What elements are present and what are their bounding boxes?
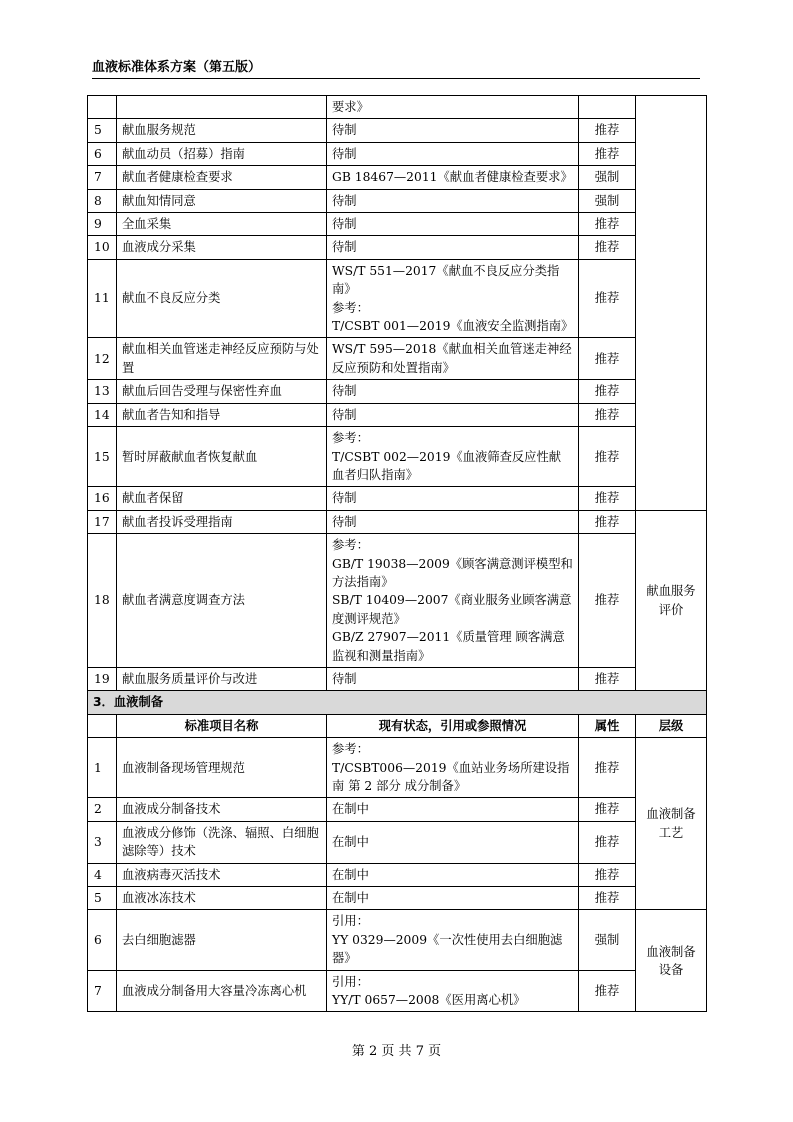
- row-number: 6: [88, 142, 117, 165]
- table-row: [88, 236, 707, 259]
- col-header-status: 现有状态，引用或参照情况: [327, 714, 579, 737]
- col-header-attribute: 属性: [579, 714, 636, 737]
- table-row: [88, 910, 707, 970]
- row-number: 7: [88, 970, 117, 1012]
- standard-name: 献血者保留: [117, 487, 327, 510]
- standard-name: 献血动员（招募）指南: [117, 142, 327, 165]
- row-number: 6: [88, 910, 117, 970]
- attribute-cell: 强制: [579, 910, 636, 970]
- table-row: [88, 667, 707, 690]
- status-reference: 参考： T/CSBT 002—2019《血液筛查反应性献血者归队指南》: [327, 427, 579, 487]
- attribute-cell: 推荐: [579, 236, 636, 259]
- status-reference: 待制: [327, 119, 579, 142]
- table-row: [88, 738, 707, 798]
- status-reference: 引用： YY/T 0657—2008《医用离心机》: [327, 970, 579, 1012]
- table-row: [88, 534, 707, 668]
- row-number: 9: [88, 213, 117, 236]
- attribute-cell: 推荐: [579, 863, 636, 886]
- status-reference: 待制: [327, 213, 579, 236]
- status-reference: 引用： YY 0329—2009《一次性使用去白细胞滤器》: [327, 910, 579, 970]
- standard-name: 去白细胞滤器: [117, 910, 327, 970]
- standard-name: 血液制备现场管理规范: [117, 738, 327, 798]
- attribute-cell: 推荐: [579, 259, 636, 338]
- status-reference: 在制中: [327, 798, 579, 821]
- attribute-cell: 推荐: [579, 970, 636, 1012]
- table-row: [88, 403, 707, 426]
- status-reference: 待制: [327, 380, 579, 403]
- status-reference: 待制: [327, 403, 579, 426]
- standard-name: 血液成分制备技术: [117, 798, 327, 821]
- row-number: 18: [88, 534, 117, 668]
- row-number: 2: [88, 798, 117, 821]
- status-reference: 待制: [327, 487, 579, 510]
- status-reference: 待制: [327, 142, 579, 165]
- attribute-cell: 推荐: [579, 142, 636, 165]
- attribute-cell: 推荐: [579, 213, 636, 236]
- table-row: [88, 798, 707, 821]
- standards-table: [87, 95, 707, 1012]
- status-reference: 在制中: [327, 887, 579, 910]
- status-reference: 在制中: [327, 863, 579, 886]
- section-heading-row: [88, 691, 707, 714]
- standard-name: 献血后回告受理与保密性弃血: [117, 380, 327, 403]
- attribute-cell: 强制: [579, 189, 636, 212]
- row-number: 15: [88, 427, 117, 487]
- col-header-level: 层级: [636, 714, 707, 737]
- standard-name: 全血采集: [117, 213, 327, 236]
- level-cell: 献血服务 评价: [636, 510, 707, 691]
- attribute-cell: 推荐: [579, 380, 636, 403]
- attribute-cell: [579, 96, 636, 119]
- attribute-cell: 推荐: [579, 510, 636, 533]
- standard-name: 献血知情同意: [117, 189, 327, 212]
- standard-name: 献血者满意度调查方法: [117, 534, 327, 668]
- attribute-cell: 推荐: [579, 738, 636, 798]
- level-cell: 血液制备 设备: [636, 910, 707, 1012]
- table-row: [88, 166, 707, 189]
- table-row: [88, 863, 707, 886]
- row-number: 3: [88, 821, 117, 863]
- attribute-cell: 推荐: [579, 534, 636, 668]
- status-reference: 待制: [327, 236, 579, 259]
- table-row: [88, 119, 707, 142]
- standard-name: 血液成分采集: [117, 236, 327, 259]
- standard-name: 献血相关血管迷走神经反应预防与处置: [117, 338, 327, 380]
- standard-name: 献血不良反应分类: [117, 259, 327, 338]
- attribute-cell: 推荐: [579, 798, 636, 821]
- status-reference: GB 18467—2011《献血者健康检查要求》: [327, 166, 579, 189]
- level-cell: 血液制备 工艺: [636, 738, 707, 910]
- status-reference: 待制: [327, 510, 579, 533]
- header-divider: [92, 78, 700, 79]
- standard-name: 献血者健康检查要求: [117, 166, 327, 189]
- standard-name: 血液病毒灭活技术: [117, 863, 327, 886]
- table-row: [88, 96, 707, 119]
- standard-name: 献血者投诉受理指南: [117, 510, 327, 533]
- table-row: [88, 487, 707, 510]
- table-row: [88, 338, 707, 380]
- row-number: 12: [88, 338, 117, 380]
- row-number: 1: [88, 738, 117, 798]
- row-number: 16: [88, 487, 117, 510]
- level-cell: [636, 96, 707, 511]
- standard-name: 暂时屏蔽献血者恢复献血: [117, 427, 327, 487]
- status-reference: 在制中: [327, 821, 579, 863]
- table-row: [88, 189, 707, 212]
- row-number: 5: [88, 119, 117, 142]
- standards-table-body: [88, 96, 707, 1012]
- col-header-number: [88, 714, 117, 737]
- standard-name: 血液冰冻技术: [117, 887, 327, 910]
- col-header-name: 标准项目名称: [117, 714, 327, 737]
- attribute-cell: 推荐: [579, 487, 636, 510]
- attribute-cell: 强制: [579, 166, 636, 189]
- status-reference: WS/T 551—2017《献血不良反应分类指南》 参考： T/CSBT 001—2019《血液安全监测指南》: [327, 259, 579, 338]
- standard-name: 血液成分制备用大容量冷冻离心机: [117, 970, 327, 1012]
- attribute-cell: 推荐: [579, 403, 636, 426]
- attribute-cell: 推荐: [579, 338, 636, 380]
- table-row: [88, 380, 707, 403]
- table-row: [88, 970, 707, 1012]
- status-reference: WS/T 595—2018《献血相关血管迷走神经反应预防和处置指南》: [327, 338, 579, 380]
- section-title: 3．血液制备: [88, 691, 707, 714]
- table-row: [88, 142, 707, 165]
- status-reference: 参考： T/CSBT006—2019《血站业务场所建设指南 第 2 部分 成分制备》: [327, 738, 579, 798]
- table-row: [88, 821, 707, 863]
- row-number: 7: [88, 166, 117, 189]
- table-row: [88, 510, 707, 533]
- row-number: 13: [88, 380, 117, 403]
- row-number: 11: [88, 259, 117, 338]
- table-row: [88, 259, 707, 338]
- row-number: 17: [88, 510, 117, 533]
- attribute-cell: 推荐: [579, 821, 636, 863]
- attribute-cell: 推荐: [579, 667, 636, 690]
- row-number: 14: [88, 403, 117, 426]
- row-number: 8: [88, 189, 117, 212]
- attribute-cell: 推荐: [579, 119, 636, 142]
- table-row: [88, 887, 707, 910]
- standard-name: [117, 96, 327, 119]
- standard-name: 献血服务规范: [117, 119, 327, 142]
- standard-name: 献血服务质量评价与改进: [117, 667, 327, 690]
- attribute-cell: 推荐: [579, 427, 636, 487]
- status-reference: 待制: [327, 189, 579, 212]
- row-number: 4: [88, 863, 117, 886]
- status-reference: 待制: [327, 667, 579, 690]
- page-footer: 第 2 页 共 7 页: [351, 1044, 442, 1059]
- row-number: 19: [88, 667, 117, 690]
- row-number: 10: [88, 236, 117, 259]
- table-row: [88, 213, 707, 236]
- row-number: 5: [88, 887, 117, 910]
- status-reference: 参考： GB/T 19038—2009《顾客满意测评模型和方法指南》 SB/T 10409—2007《商业服务业顾客满意度测评规范》 GB/Z 27907—2011《质量管理 顾客满意监视和测量指南》: [327, 534, 579, 668]
- column-header-row: [88, 714, 707, 737]
- row-number: [88, 96, 117, 119]
- document-header: 血液标准体系方案（第五版）: [92, 60, 262, 75]
- standard-name: 血液成分修饰（洗涤、辐照、白细胞滤除等）技术: [117, 821, 327, 863]
- standard-name: 献血者告知和指导: [117, 403, 327, 426]
- table-row: [88, 427, 707, 487]
- attribute-cell: 推荐: [579, 887, 636, 910]
- status-reference: 要求》: [327, 96, 579, 119]
